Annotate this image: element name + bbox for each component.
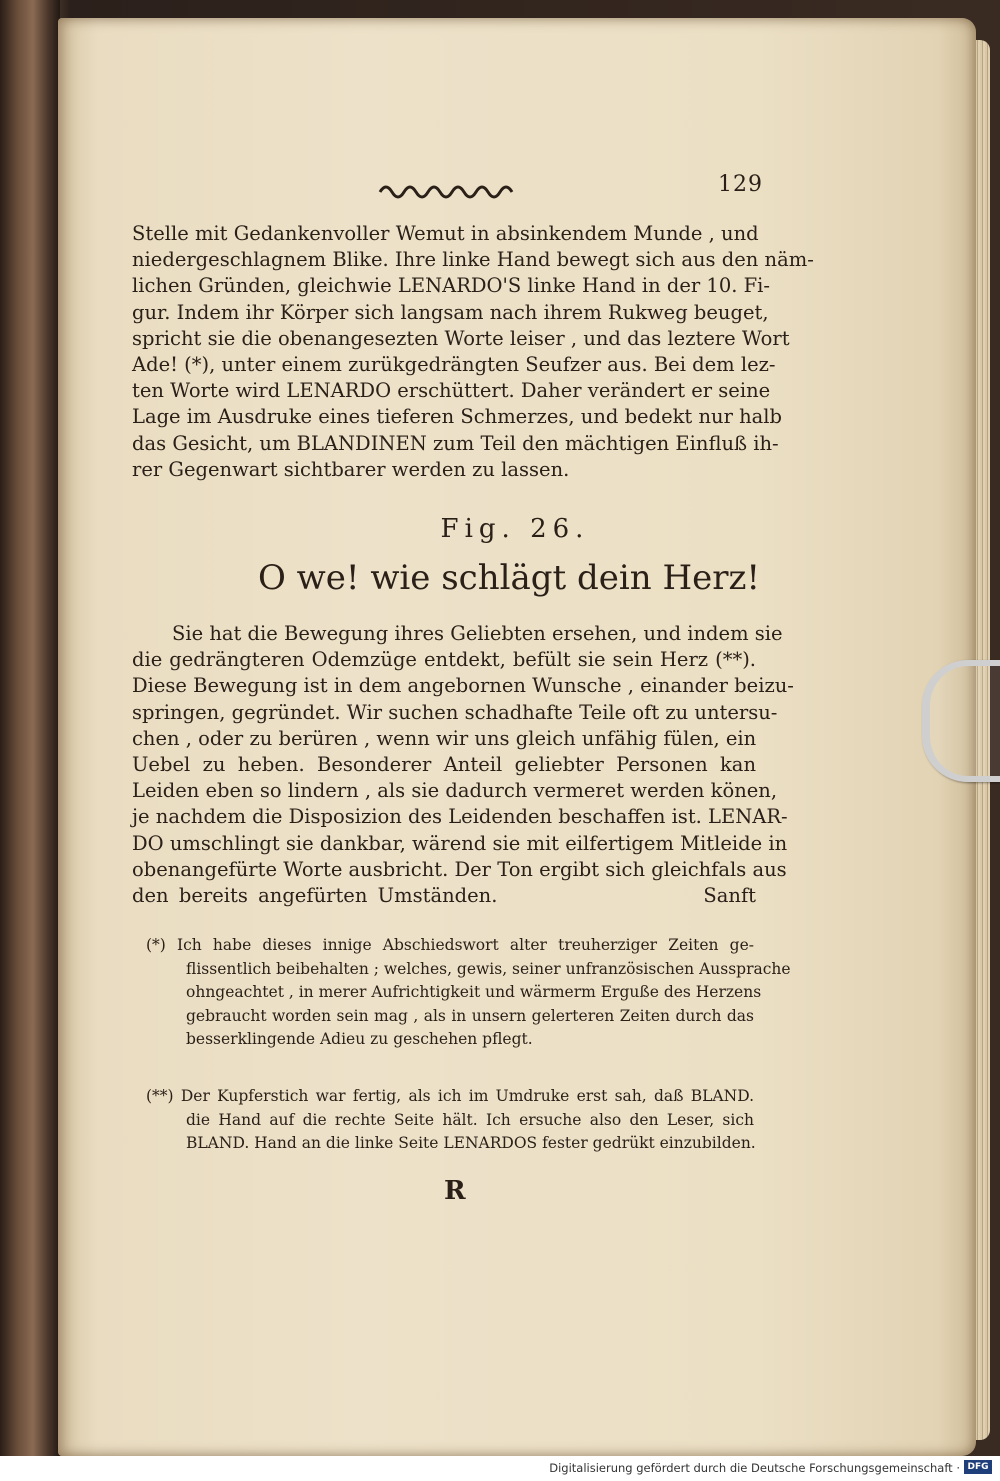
text-line: Lage im Ausdruke eines tieferen Schmerzes, und bedekt nur halb (132, 405, 783, 429)
text-line: Stelle mit Gedankenvoller Wemut in absinkendem Munde , und (132, 222, 759, 245)
text-line: chen , oder zu berüren , wenn wir uns gleich unfähig fülen, ein (132, 726, 757, 750)
footnote-line: (*) Ich habe dieses innige Abschiedswort alter treuherziger Zeiten ge- (146, 936, 754, 954)
text-line: Ade! (*), unter einem zurükgedrängten Seufzer aus. Bei dem lez- (132, 353, 776, 377)
text-line: rer Gegenwart sichtbarer werden zu lassen. (132, 457, 570, 481)
text-line: niedergeschlagnem Blike. Ihre linke Hand bewegt sich aus den näm- (132, 248, 814, 272)
footnote-1 (146, 934, 791, 1052)
text-line: Sie hat die Bewegung ihres Geliebten ersehen, und indem sie (172, 622, 783, 645)
text-line: den bereits angefürten Umständen. Sanft (132, 884, 756, 908)
text-line: gur. Indem ihr Körper sich langsam nach ihrem Rukweg beuget, (132, 300, 769, 324)
text-line: Uebel zu heben. Besonderer Anteil geliebter Personen kan (132, 753, 756, 777)
footnote-line: BLAND. Hand an die linke Seite LENARDOS fester gedrükt einzubilden. (186, 1134, 756, 1152)
footer-credit: Digitalisierung gefördert durch die Deutsche Forschungsgemeinschaft · (549, 1461, 960, 1475)
text-line: springen, gegründet. Wir suchen schadhafte Teile oft zu untersu- (132, 700, 778, 724)
header-ornament (378, 178, 518, 200)
text-line: das Gesicht, um BLANDINEN zum Teil den mächtigen Einfluß ih- (132, 431, 779, 455)
figure-title: O we! wie schlägt dein Herz! (257, 558, 761, 598)
text-line: spricht sie die obenangesezten Worte leiser , und das leztere Wort (132, 326, 790, 350)
footnote-2 (146, 1085, 754, 1156)
page-number: 129 (718, 172, 763, 197)
text-line: obenangefürte Worte ausbricht. Der Ton ergibt sich gleichfals aus (132, 857, 787, 881)
text-line: DO umschlingt sie dankbar, wärend sie mit eilfertigem Mitleide in (132, 831, 788, 855)
book-spine-edge (0, 0, 60, 1481)
text-line: Diese Bewegung ist in dem angebornen Wunsche , einander beizu- (132, 674, 794, 698)
footnote-line: besserklingende Adieu zu geschehen pflegt. (186, 1030, 533, 1048)
footnote-line: die Hand auf die rechte Seite hält. Ich ersuche also den Leser, sich (186, 1110, 754, 1129)
footnote-line: (**) Der Kupferstich war fertig, als ich im Umdruke erst sah, daß BLAND. (146, 1087, 754, 1105)
paper-clip (922, 660, 1000, 782)
signature-mark: R (444, 1176, 466, 1206)
text-line: lichen Gründen, gleichwie LENARDO'S linke Hand in der 10. Fi- (132, 274, 770, 298)
dfg-logo-icon[interactable]: DFG (964, 1460, 992, 1474)
text-line: je nachdem die Disposizion des Leidenden beschaffen ist. LENAR- (132, 805, 788, 829)
footnote-line: flissentlich beibehalten ; welches, gewis, seiner unfranzösischen Aussprache (186, 959, 791, 978)
figure-heading: Fig. 26. (440, 514, 590, 544)
text-line: ten Worte wird LENARDO erschüttert. Daher verändert er seine (132, 379, 771, 403)
text-line: Leiden eben so lindern , als sie dadurch vermeret werden könen, (132, 779, 778, 803)
paragraph-1 (132, 221, 814, 483)
paragraph-2 (132, 621, 794, 909)
footnote-line: ohngeachtet , in merer Aufrichtigkeit und wärmerm Erguße des Herzens (186, 983, 762, 1001)
footnote-line: gebraucht worden sein mag , als in unsern gelerteren Zeiten durch das (186, 1006, 754, 1025)
text-line: die gedrängteren Odemzüge entdekt, befült sie sein Herz (**). (132, 648, 756, 672)
